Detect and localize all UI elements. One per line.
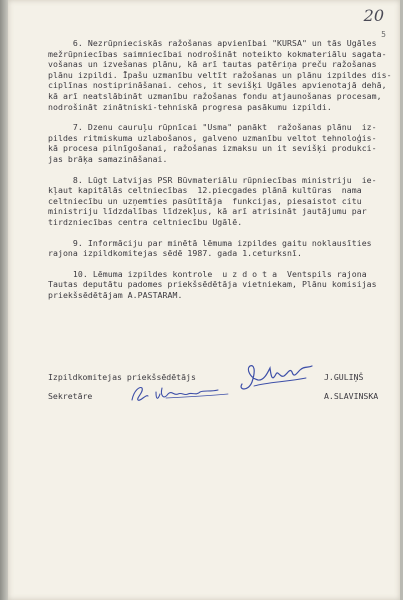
- text-line: 6. Nezrūpnieciskās ražošanas apvienībai "KURSA" un tās Ugāles: [48, 38, 377, 48]
- text-line: ciplīnas nostiprināšanai. cehos, it sevišķi Ugāles apvienotajā dehā,: [48, 80, 387, 91]
- pencil-page-mark: 5: [381, 30, 386, 39]
- text-line: pildes ritmiskuma uzlabošanos, galveno uzmanību veltot tehnoloģis-: [48, 132, 377, 143]
- resolution-body: [48, 38, 392, 310]
- text-line: jas brāķa samazināšanai.: [48, 153, 168, 164]
- text-line: kā procesa pilnīgošanai, ražošanas izmaksu un it sevišķi produkci-: [48, 143, 377, 154]
- secretary-handwritten-signature: [126, 382, 236, 406]
- text-line: kā arī neatslābināt uzmanību ražošanas fondu atjaunošanas procesam,: [48, 90, 382, 101]
- text-line: vošanas un izvešanas plānu, kā arī tautas patēriņa preču ražošanas: [48, 59, 377, 70]
- chairman-name: J.GULIŅŠ: [324, 372, 364, 382]
- text-line: 8. Lūgt Latvijas PSR Būvmateriālu rūpniecības ministriju ie-: [48, 174, 377, 185]
- scan-edge: [0, 0, 8, 600]
- paragraph-8: [48, 175, 388, 228]
- chairman-handwritten-signature: [234, 360, 320, 394]
- secretary-name: A.SLAVINSKA: [324, 391, 379, 401]
- text-line: rajona izpildkomitejas sēdē 1987. gada 1.ceturksnī.: [48, 248, 302, 259]
- paragraph-7: [48, 122, 388, 164]
- text-line: celtniecību un uzņemties pasūtītāja funkcijas, piesaistot citu: [48, 195, 362, 206]
- text-line: Tautas deputātu padomes priekšsēdētāja vietniekam, Plānu komisijas: [48, 279, 377, 290]
- text-line: nodrošināt zinātniski-tehniskā progresa pasākumu izpildi.: [48, 101, 332, 112]
- secretary-title: Sekretāre: [48, 391, 93, 401]
- text-line: mežrūpniecības saimniecībai nodrošināt noteikto kokmateriālu sagata-: [48, 48, 387, 59]
- text-line: ministriju līdzdalības līdzekļus, kā arī atrisināt jautājumu par: [48, 206, 367, 217]
- text-line: kļaut kapitālās celtniecības 12.piecgades plānā kultūras nama: [48, 185, 362, 196]
- text-line: 9. Informāciju par minētā lēmuma izpildes gaitu noklausīties: [48, 237, 372, 248]
- paragraph-9: [48, 238, 388, 259]
- text-line: 10. Lēmuma izpildes kontrole u z d o t a Ventspils rajona: [48, 268, 367, 279]
- chairman-title: Izpildkomitejas priekšsēdētājs: [48, 372, 196, 382]
- text-line: tirdzniecības centra celtniecību Ugālē.: [48, 216, 243, 227]
- signature-block: [48, 372, 388, 412]
- paragraph-6: [48, 38, 392, 112]
- text-line: plānu izpildi. Īpašu uzmanību veltīt ražošanas un plānu izpildes dis-: [48, 69, 392, 80]
- text-line: priekšsēdētājam A.PASTARAM.: [48, 289, 183, 300]
- document-page: [8, 0, 400, 600]
- paragraph-10: [48, 269, 388, 301]
- handwritten-page-number: 20: [363, 6, 384, 25]
- text-line: 7. Dzenu cauruļu rūpnīcai "Usma" panākt ražošanas plānu iz-: [48, 122, 377, 133]
